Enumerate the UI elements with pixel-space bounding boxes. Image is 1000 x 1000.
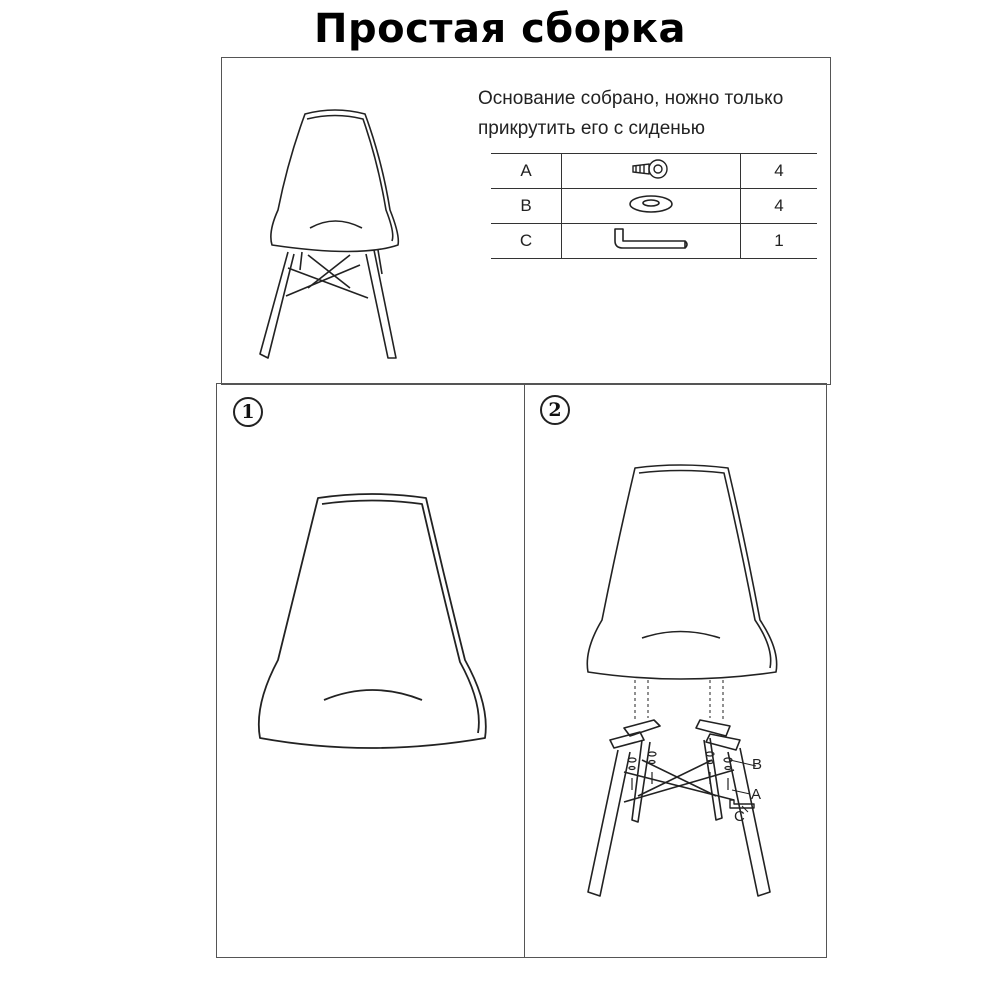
callout-c: C [734, 808, 745, 825]
callout-b: B [752, 756, 763, 773]
assembly-note [478, 84, 828, 144]
parts-table [491, 153, 817, 259]
chair-seat-illustration [250, 490, 495, 755]
part-letter: B [491, 189, 562, 224]
part-qty: 4 [741, 189, 818, 224]
washer-icon [562, 189, 741, 224]
step-2-number: 2 [540, 395, 570, 425]
callout-a: A [751, 786, 762, 803]
hex-key-icon [562, 224, 741, 259]
part-qty: 4 [741, 154, 818, 189]
table-row [491, 224, 817, 259]
chair-exploded-assembly-illustration [580, 460, 790, 910]
table-row [491, 154, 817, 189]
note-line-2: прикрутить его с сиденью [478, 118, 705, 139]
part-qty: 1 [741, 224, 818, 259]
step-1-number: 1 [233, 397, 263, 427]
page-title: Простая сборка [314, 6, 686, 52]
part-letter: A [491, 154, 562, 189]
part-letter: C [491, 224, 562, 259]
assembled-chair-illustration [250, 100, 420, 370]
table-row [491, 189, 817, 224]
note-line-1: Основание собрано, ножно только [478, 88, 784, 109]
bolt-icon [562, 154, 741, 189]
